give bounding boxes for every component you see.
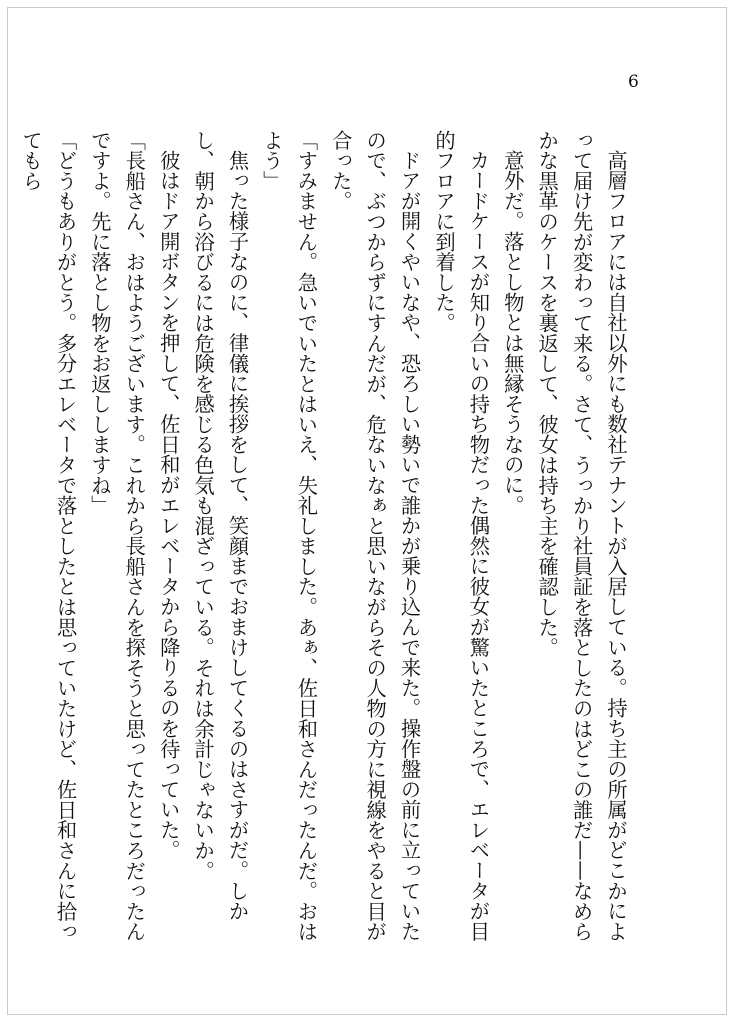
paragraph: 意外だ。落とし物とは無縁そうなのに。 xyxy=(500,150,525,516)
dialogue-paragraph: 「長船さん、おはようございます。これから長船さんを探そうと思ってたところだったんですよ。先に落とし物をお返ししますね」 xyxy=(87,130,147,942)
page-number: 6 xyxy=(628,72,639,92)
paragraph: 彼はドア開ボタンを押して、佐日和がエレベータから降りるのを待っていた。 xyxy=(156,150,181,861)
document-page xyxy=(7,7,727,1015)
dialogue-paragraph: 「どうもありがとう。多分エレベータで落としたとは思っていたけど、佐日和さんに拾ってもら xyxy=(19,130,78,942)
paragraph: カードケースが知り合いの持ち物だった偶然に彼女が驚いたところで、エレベータが目的フロアに到着した。 xyxy=(431,130,491,942)
dialogue-paragraph: 「すみません。急いでいたとはいえ、失礼しました。あぁ、佐日和さんだったんだ。おはよう」 xyxy=(259,130,319,942)
paragraph: 高層フロアには自社以外にも数社テナントが入居している。持ち主の所属がどこかによって届け先が変わって来る。さて、うっかり社員証を落としたのはどこの誰だ——なめらかな黒革のケースを裏返して、彼女は持ち主を確認した。 xyxy=(535,130,628,942)
vertical-text-body xyxy=(14,130,633,942)
paragraph: ドアが開くやいなや、恐ろしい勢いで誰かが乗り込んで来た。操作盤の前に立っていたので、ぶつからずにすんだが、危ないなぁと思いながらその人物の方に視線をやると目が合った。 xyxy=(328,130,422,942)
paragraph: 焦った様子なのに、律儀に挨拶をして、笑顔までおまけしてくるのはさすがだ。しかし、朝から浴びるには危険を感じる色気も混ざっている。それは余計じゃないか。 xyxy=(191,130,250,922)
